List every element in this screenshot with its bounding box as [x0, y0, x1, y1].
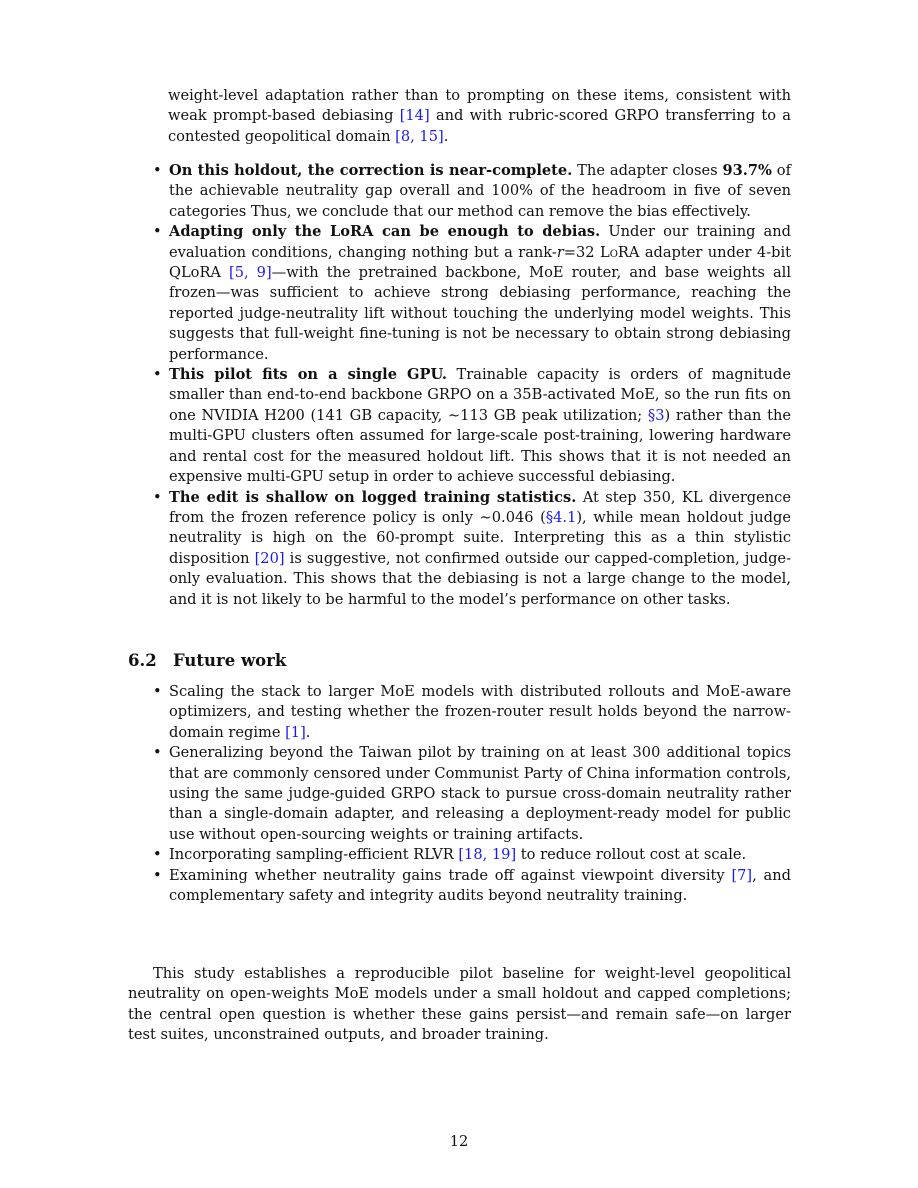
highlight-value: 93.7%: [722, 162, 772, 179]
future-item-scaling: [128, 682, 791, 743]
math-variable: r: [556, 243, 564, 261]
text: Under our training and evaluation conditions, changing nothing but a rank-: [169, 223, 791, 261]
finding-item-single-gpu: [128, 365, 791, 487]
text: ) rather than the multi-GPU clusters often assumed for large-scale post-training, lowering hardware and rental cost for the measured holdout lift. This shows that it is not needed an expensive multi-GPU setup in order to achieve successful debiasing.: [169, 406, 791, 486]
findings-list: [128, 161, 791, 610]
finding-heading: On this holdout, the correction is near-complete.: [169, 162, 573, 179]
text: At step 350, KL divergence from the frozen reference policy is only ∼0.046 (: [169, 488, 791, 526]
citation-link[interactable]: [1]: [285, 723, 306, 741]
section-heading: [128, 651, 286, 670]
bullet-icon: •: [153, 744, 162, 762]
future-item-diversity: [128, 866, 791, 907]
future-item-rlvr: [128, 845, 791, 865]
bullet-icon: •: [153, 683, 162, 700]
citation-link[interactable]: [5, 9]: [229, 264, 272, 282]
smallcaps-term: LoRA: [600, 243, 640, 261]
future-work-list: [128, 682, 791, 906]
text: to reduce rollout cost at scale.: [516, 846, 747, 864]
bullet-icon: •: [153, 366, 162, 384]
bullet-icon: •: [153, 866, 162, 884]
closing-paragraph: This study establishes a reproducible pilot baseline for weight-level geopolitical neutrality on open-weights MoE models under a small holdout and capped completions; the central open question is whether these gains persist—and remain safe—on larger test suites, unconstrained outputs, and broader training.: [128, 965, 791, 1044]
section-number: 6.2: [128, 651, 157, 670]
finding-item-shallow-edit: [128, 488, 791, 610]
text: The adapter closes: [572, 162, 723, 179]
finding-heading: The edit is shallow on logged training statistics.: [169, 488, 577, 506]
future-item-generalizing: [128, 743, 791, 845]
text: Scaling the stack to larger MoE models with distributed rollouts and MoE-aware optimizers, and testing whether the frozen-router result holds beyond the narrow-domain regime: [169, 683, 791, 741]
section-title: Future work: [173, 651, 287, 670]
text: —with the pretrained backbone, MoE router, and base weights all frozen—was sufficient to achieve strong debiasing performance, reaching the reported judge-neutrality lift without touching the underlying model weights. This suggests that full-weight fine-tuning is not be necessary to obtain strong debiasing performance.: [169, 264, 791, 363]
finding-item-lora: [128, 222, 791, 365]
bullet-icon: •: [153, 223, 162, 241]
citation-link[interactable]: [18, 19]: [458, 846, 517, 864]
citation-link[interactable]: [14]: [399, 107, 430, 125]
text: is suggestive, not confirmed outside our capped-completion, judge-only evaluation. This shows that the debiasing is not a large change to the model, and it is not likely to be harmful to the model’s performance on other tasks.: [169, 549, 792, 608]
bullet-icon: •: [153, 162, 162, 179]
section-link[interactable]: §3: [647, 406, 665, 424]
text: Incorporating sampling-efficient RLVR: [169, 846, 459, 864]
section-link[interactable]: §4.1: [545, 508, 577, 526]
finding-heading: This pilot fits on a single GPU.: [169, 366, 447, 384]
text: Examining whether neutrality gains trade off against viewpoint diversity: [169, 866, 732, 884]
text: of the achievable neutrality gap overall and 100% of the headroom in five of seven categories Thus, we conclude that our method can remove the bias effectively.: [169, 162, 791, 220]
text: ), while mean holdout judge neutrality is high on the 60-prompt suite. Interpreting this as a thin stylistic disposition: [169, 508, 791, 567]
continuation-paragraph: [168, 86, 791, 147]
text: adapter under 4-bit QLoRA: [169, 243, 792, 282]
text: =32: [563, 243, 600, 261]
finding-heading: Adapting only the LoRA can be enough to debias.: [169, 223, 601, 241]
bullet-icon: •: [153, 488, 162, 506]
text: .: [305, 723, 311, 741]
finding-item-near-complete: [128, 161, 791, 222]
text: , and complementary safety and integrity audits beyond neutrality training.: [169, 866, 791, 905]
page-number: 12: [449, 1133, 469, 1150]
text: .: [443, 127, 449, 145]
citation-link[interactable]: [8, 15]: [395, 127, 444, 145]
text: and with rubric-scored GRPO transferring to a contested geopolitical domain: [168, 107, 791, 145]
citation-link[interactable]: [7]: [731, 866, 753, 884]
bullet-icon: •: [153, 846, 162, 864]
text: weight-level adaptation rather than to prompting on these items, consistent with weak prompt-based debiasing: [168, 87, 791, 125]
citation-link[interactable]: [20]: [254, 549, 285, 567]
text: Generalizing beyond the Taiwan pilot by training on at least 300 additional topics that are commonly censored under Communist Party of China information controls, using the same judge-guided GRPO stack to pursue cross-domain neutrality rather than a single-domain adapter, and releasing a deployment-ready model for public use without open-sourcing weights or training artifacts.: [169, 744, 791, 843]
text: Trainable capacity is orders of magnitude smaller than end-to-end backbone GRPO on a 35B-activated MoE, so the run fits on one NVIDIA H200 (141 GB capacity, ∼113 GB peak utilization;: [169, 366, 791, 424]
